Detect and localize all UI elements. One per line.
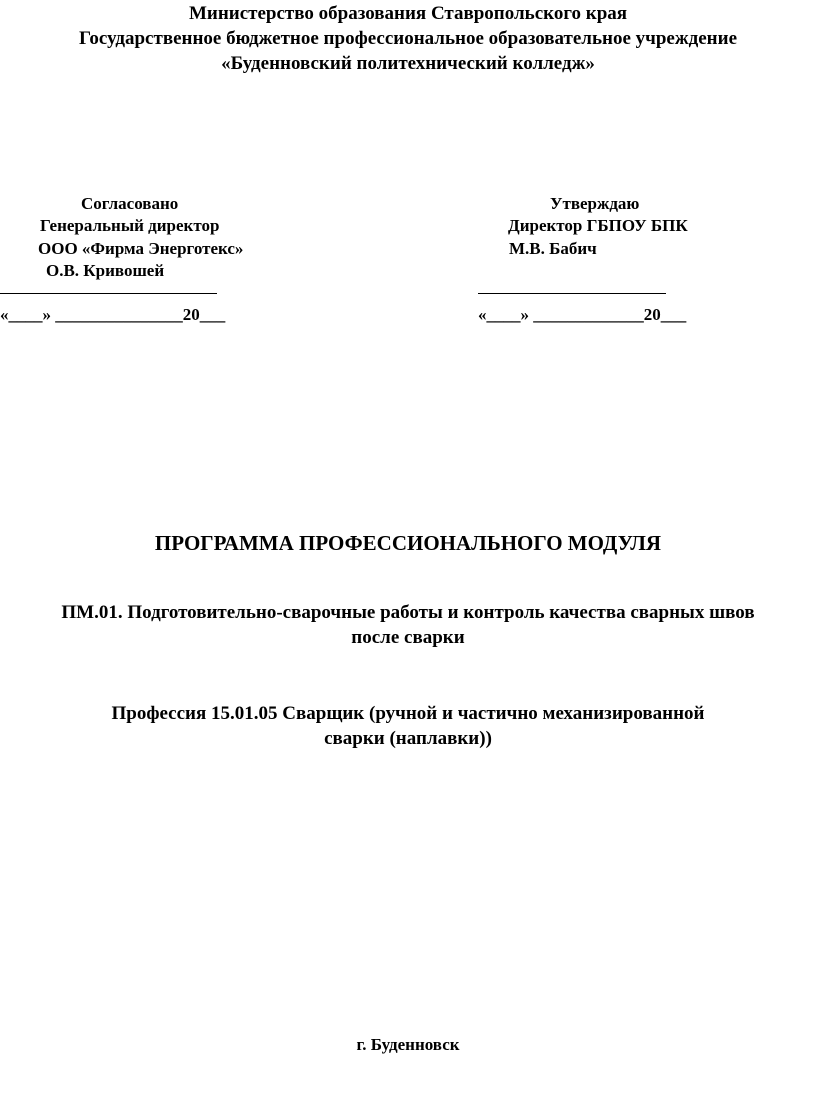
approval-right-position: Директор ГБПОУ БПК: [508, 216, 688, 235]
approval-left-position: Генеральный директор: [40, 216, 220, 235]
approval-left-organization: ООО «Фирма Энерготекс»: [38, 239, 244, 258]
approval-right-date-line: «____» _____________20___: [478, 305, 687, 324]
profession-line-1: Профессия 15.01.05 Сварщик (ручной и частично механизированной: [111, 703, 705, 724]
module-line-2: после сварки: [351, 627, 465, 648]
city: г. Буденновск: [356, 1035, 460, 1054]
approval-left-name: О.В. Кривошей: [46, 261, 165, 280]
program-title: ПРОГРАММА ПРОФЕССИОНАЛЬНОГО МОДУЛЯ: [154, 531, 662, 555]
approval-left-heading: Согласовано: [81, 194, 179, 213]
approval-left-date-line: «____» _______________20___: [0, 305, 226, 324]
profession-line-2: сварки (наплавки)): [324, 728, 492, 749]
ministry-name: Министерство образования Ставропольского края: [188, 3, 628, 24]
approval-right-heading: Утверждаю: [550, 194, 640, 213]
approval-right-name: М.В. Бабич: [509, 239, 597, 258]
approval-right-signature-line: [478, 293, 666, 294]
college-name: «Буденновский политехнический колледж»: [221, 53, 595, 74]
module-line-1: ПМ.01. Подготовительно-сварочные работы и контроль качества сварных швов: [61, 602, 755, 623]
institution-type: Государственное бюджетное профессиональное образовательное учреждение: [78, 28, 738, 49]
approval-left-signature-line: [0, 293, 217, 294]
